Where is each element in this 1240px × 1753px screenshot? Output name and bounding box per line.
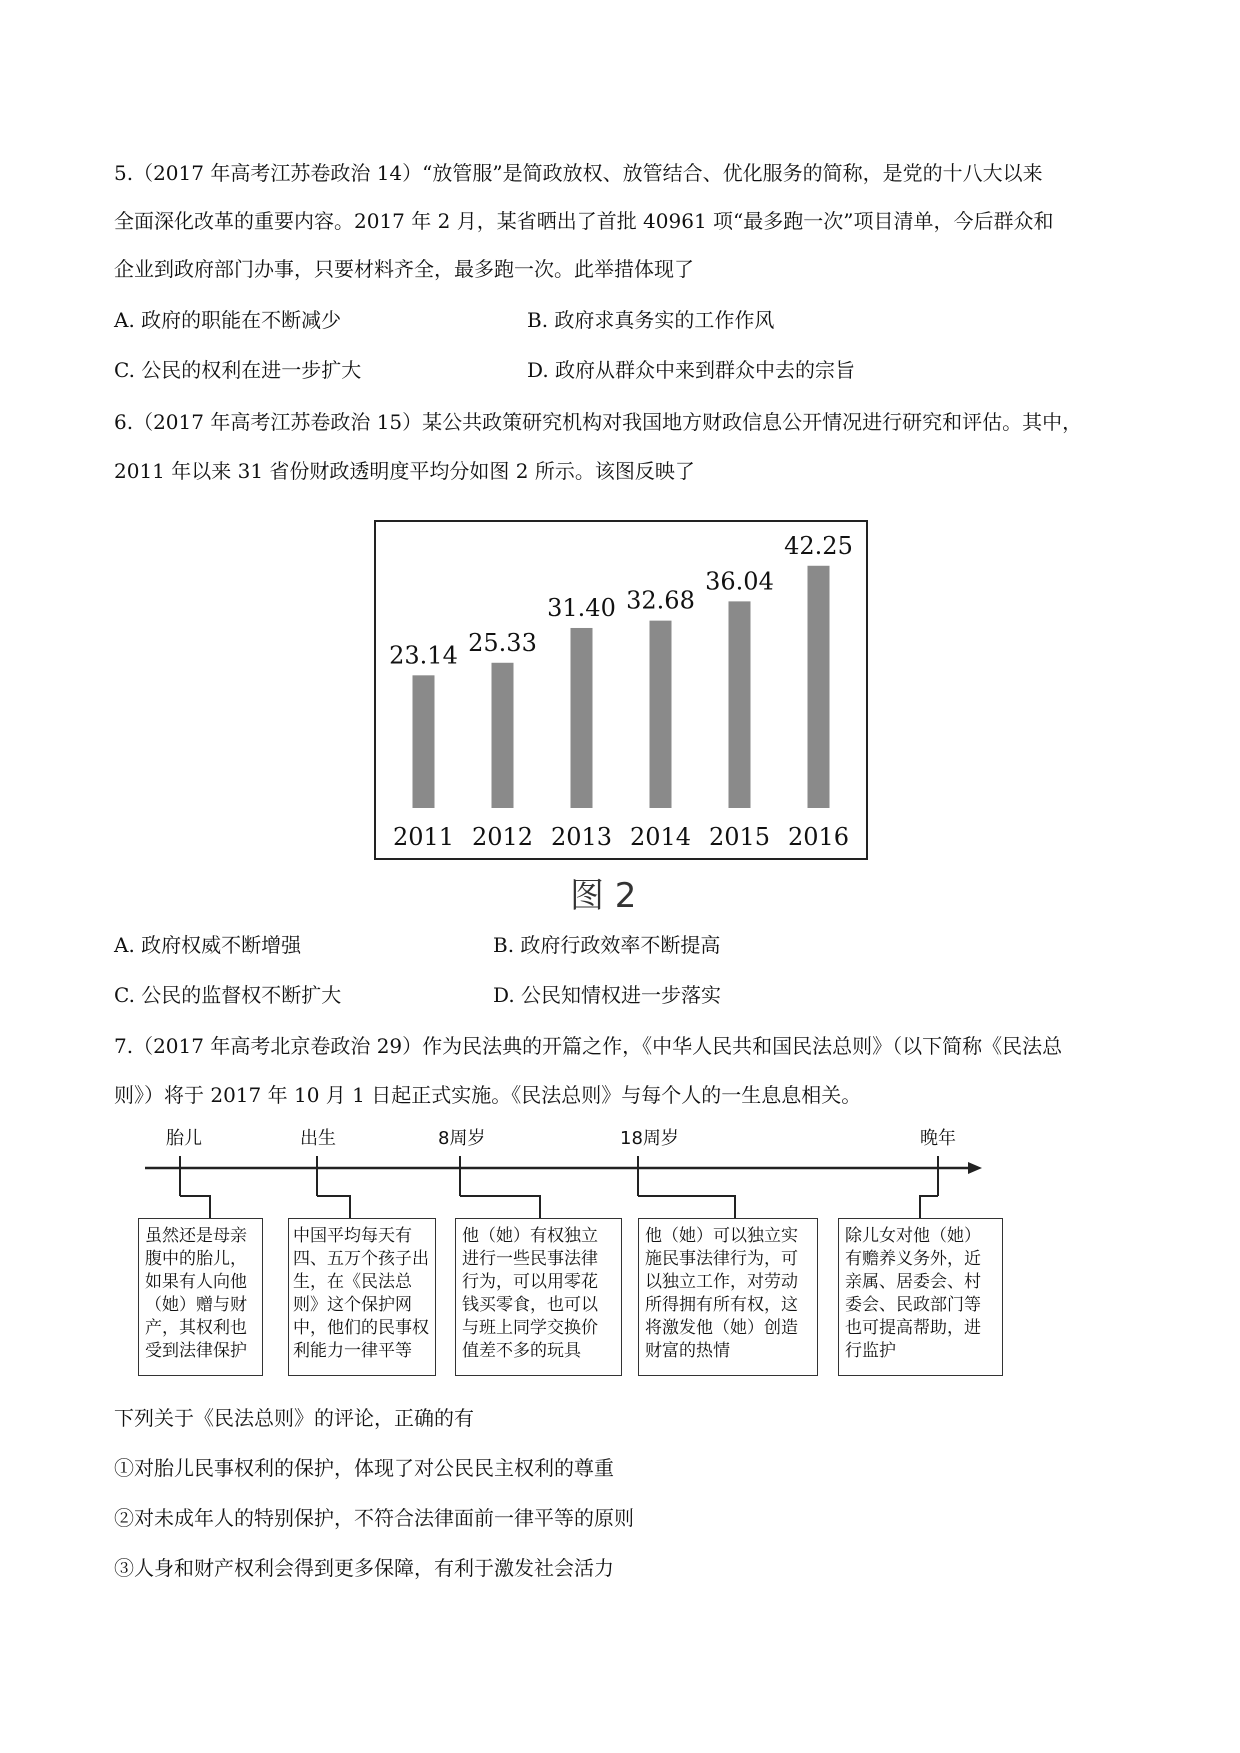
stage-label-fetus: 胎儿 xyxy=(166,1128,202,1149)
box-old-age-text xyxy=(845,1225,981,1363)
value-label-2013: 31.40 xyxy=(547,593,616,622)
box-text-line: 生，在《民法总 xyxy=(293,1272,412,1292)
life-timeline xyxy=(130,1120,1010,1400)
box-text-line: 行监护 xyxy=(845,1341,896,1361)
box-text-line: 进行一些民事法律 xyxy=(462,1249,598,1269)
q5-option-b: B. 政府求真务实的工作作风 xyxy=(527,308,775,332)
category-label-2011: 2011 xyxy=(392,823,455,851)
box-age-8-text xyxy=(462,1225,598,1363)
stage-label-age-8: 8周岁 xyxy=(438,1128,486,1149)
box-text-line: 与班上同学交换价 xyxy=(462,1318,598,1338)
stage-label-birth: 出生 xyxy=(300,1128,336,1149)
q6-option-a: A. 政府权威不断增强 xyxy=(114,933,302,957)
q5-line-3: 企业到政府部门办事，只要材料齐全，最多跑一次。此举措体现了 xyxy=(114,257,694,281)
timeline-box-age-18 xyxy=(638,1218,818,1376)
box-text-line: 产，其权利也 xyxy=(145,1318,247,1338)
q5-option-a: A. 政府的职能在不断减少 xyxy=(114,308,342,332)
box-text-line: 财富的热情 xyxy=(645,1341,730,1361)
q5-option-c: C. 公民的权利在进一步扩大 xyxy=(114,358,362,382)
q7-line-1: 7.（2017 年高考北京卷政治 29）作为民法典的开篇之作，《中华人民共和国民法总则》（以下简称《民法总 xyxy=(114,1034,1063,1058)
box-birth-text xyxy=(293,1225,429,1363)
q7-prompt: 下列关于《民法总则》的评论，正确的有 xyxy=(114,1406,474,1430)
bar-2011 xyxy=(413,675,435,808)
bar-2012 xyxy=(492,663,514,808)
timeline-box-old-age xyxy=(838,1218,1003,1376)
connector-fetus xyxy=(180,1196,210,1218)
value-label-2015: 36.04 xyxy=(705,567,774,596)
timeline-box-fetus xyxy=(138,1218,263,1376)
stage-label-age-18: 18周岁 xyxy=(620,1128,679,1149)
bar-2014 xyxy=(650,621,672,808)
category-label-2014: 2014 xyxy=(629,823,692,851)
category-label-2016: 2016 xyxy=(787,823,850,851)
q7-line-2: 则》）将于 2017 年 10 月 1 日起正式实施。《民法总则》与每个人的一生息息相关。 xyxy=(114,1083,862,1107)
box-text-line: 施民事法律行为，可 xyxy=(645,1249,798,1269)
box-text-line: 受到法律保护 xyxy=(145,1341,247,1361)
chart-svg xyxy=(374,520,868,860)
q6-option-b: B. 政府行政效率不断提高 xyxy=(493,933,721,957)
box-text-line: 他（她）可以独立实 xyxy=(645,1226,798,1246)
timeline-box-birth xyxy=(288,1218,436,1376)
box-text-line: 以独立工作，对劳动 xyxy=(645,1272,798,1292)
box-text-line: 值差不多的玩具 xyxy=(462,1341,581,1361)
bar-2013 xyxy=(571,628,593,808)
chart-frame xyxy=(375,521,867,859)
box-text-line: 钱买零食，也可以 xyxy=(462,1295,598,1315)
category-label-2013: 2013 xyxy=(550,823,613,851)
q6-line-2: 2011 年以来 31 省份财政透明度平均分如图 2 所示。该图反映了 xyxy=(114,459,695,483)
value-label-2011: 23.14 xyxy=(389,641,458,670)
value-label-2012: 25.33 xyxy=(468,628,537,657)
box-text-line: 所得拥有所有权，这 xyxy=(645,1295,798,1315)
value-label-2016: 42.25 xyxy=(784,531,853,560)
box-text-line: 除儿女对他（她） xyxy=(845,1226,981,1246)
q6-option-d: D. 公民知情权进一步落实 xyxy=(493,983,722,1007)
q5-line-2: 全面深化改革的重要内容。2017 年 2 月，某省晒出了首批 40961 项“最多跑一次”项目清单，今后群众和 xyxy=(114,209,1054,233)
box-text-line: 虽然还是母亲 xyxy=(145,1226,247,1246)
q7-statement-3: ③人身和财产权利会得到更多保障，有利于激发社会活力 xyxy=(114,1556,614,1580)
box-fetus-text xyxy=(145,1225,247,1363)
connector-birth xyxy=(317,1196,350,1218)
q5-option-d: D. 政府从群众中来到群众中去的宗旨 xyxy=(527,358,856,382)
box-text-line: 利能力一律平等 xyxy=(293,1341,412,1361)
stage-label-old-age: 晚年 xyxy=(920,1128,956,1149)
box-age-18-text xyxy=(645,1225,798,1363)
connector-age-18 xyxy=(638,1196,735,1218)
box-text-line: 他（她）有权独立 xyxy=(462,1226,598,1246)
box-text-line: 如果有人向他 xyxy=(145,1272,247,1292)
connector-old-age xyxy=(920,1196,938,1218)
q6-option-c: C. 公民的监督权不断扩大 xyxy=(114,983,342,1007)
timeline-box-age-8 xyxy=(455,1218,622,1376)
value-label-2014: 32.68 xyxy=(626,586,695,615)
category-label-2015: 2015 xyxy=(708,823,771,851)
connector-age-8 xyxy=(460,1196,540,1218)
box-text-line: 委会、民政部门等 xyxy=(845,1295,981,1315)
bar-2015 xyxy=(729,601,751,808)
box-text-line: 有赡养义务外，近 xyxy=(845,1249,981,1269)
box-text-line: 行为，可以用零花 xyxy=(462,1272,598,1292)
q5-line-1: 5.（2017 年高考江苏卷政治 14）“放管服”是简政放权、放管结合、优化服务的简称，是党的十八大以来 xyxy=(114,161,1043,185)
box-text-line: 也可提高帮助，进 xyxy=(845,1318,981,1338)
q7-statement-2: ②对未成年人的特别保护，不符合法律面前一律平等的原则 xyxy=(114,1506,634,1530)
box-text-line: 四、五万个孩子出 xyxy=(293,1249,429,1269)
transparency-bar-chart xyxy=(374,520,868,860)
box-text-line: 腹中的胎儿， xyxy=(145,1249,247,1269)
category-label-2012: 2012 xyxy=(471,823,534,851)
box-text-line: （她）赠与财 xyxy=(145,1295,247,1315)
box-text-line: 中国平均每天有 xyxy=(293,1226,412,1246)
q6-line-1: 6.（2017 年高考江苏卷政治 15）某公共政策研究机构对我国地方财政信息公开情况进行研究和评估。其中， xyxy=(114,410,1083,434)
box-text-line: 中，他们的民事权 xyxy=(293,1318,429,1338)
timeline-arrow-icon xyxy=(968,1162,982,1174)
bar-2016 xyxy=(808,566,830,808)
box-text-line: 则》这个保护网 xyxy=(293,1295,412,1315)
q7-statement-1: ①对胎儿民事权利的保护，体现了对公民民主权利的尊重 xyxy=(114,1456,614,1480)
box-text-line: 亲属、居委会、村 xyxy=(845,1272,981,1292)
figure-caption: 图 2 xyxy=(570,876,637,916)
box-text-line: 将激发他（她）创造 xyxy=(645,1318,798,1338)
